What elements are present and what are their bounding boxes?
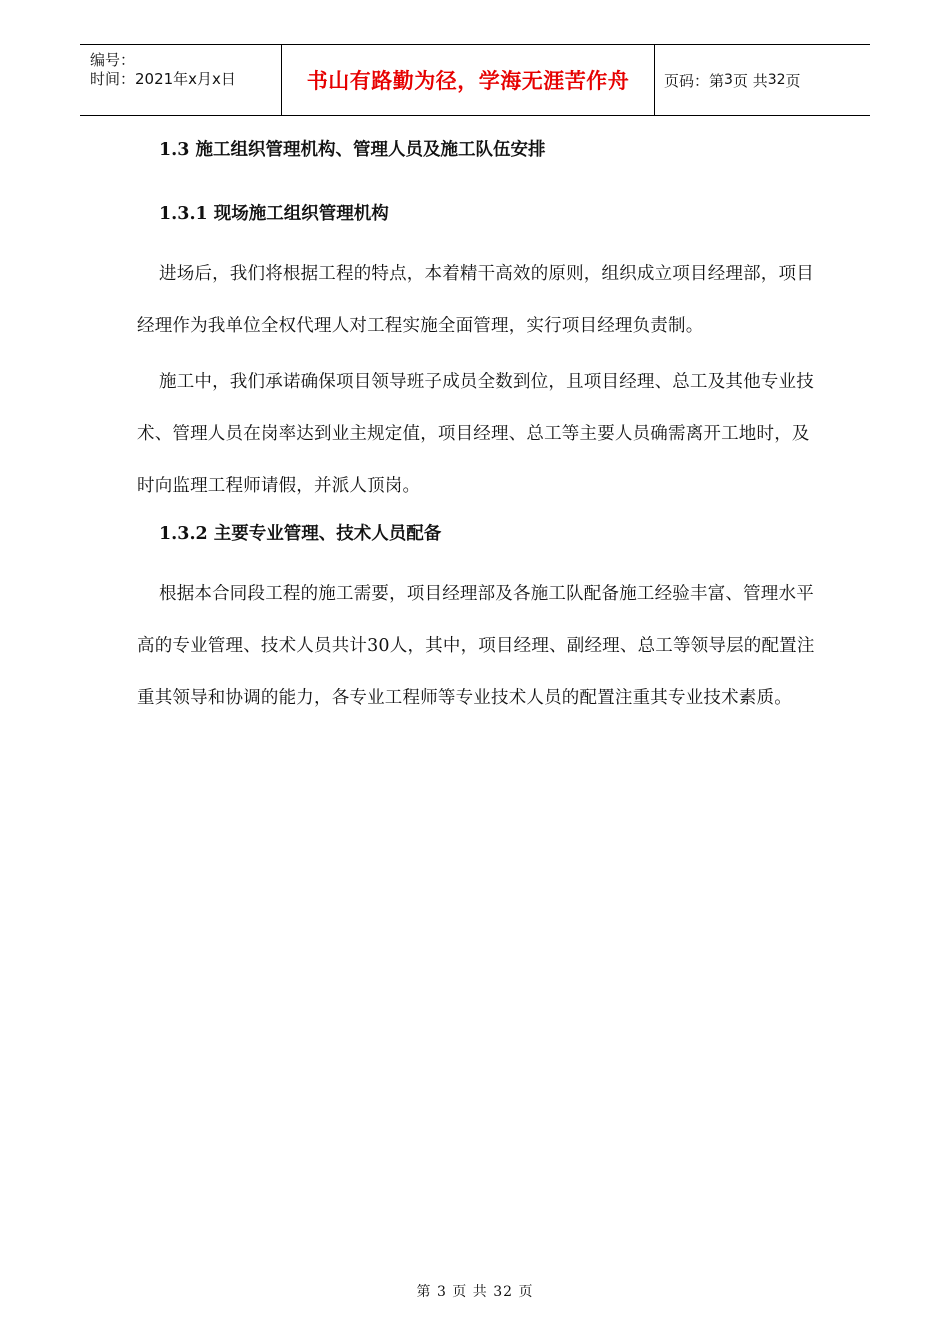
header-meta-cell bbox=[80, 45, 282, 115]
page-current: 3 bbox=[724, 72, 733, 88]
page-mid-label: 页 共 bbox=[732, 71, 768, 90]
page-end-label: 页 bbox=[785, 71, 801, 90]
document-time-label: 时间：2021年x月x日 bbox=[90, 70, 236, 88]
section-heading-1-3: 1.3 施工组织管理机构、管理人员及施工队伍安排 bbox=[159, 140, 546, 160]
page-label: 页码：第 bbox=[664, 71, 725, 90]
paragraph-1: 进场后，我们将根据工程的特点，本着精干高效的原则，组织成立项目经理部，项目经理作为我单位全权代理人对工程实施全面管理，实行项目经理负责制。 bbox=[137, 264, 814, 336]
header-page-cell bbox=[655, 45, 870, 115]
paragraph-3: 根据本合同段工程的施工需要，项目经理部及各施工队配备施工经验丰富、管理水平高的专业管理、技术人员共计30人，其中，项目经理、副经理、总工等领导层的配置注重其领导和协调的能力，各专业工程师等专业技术人员的配置注重其专业技术素质。 bbox=[137, 584, 815, 708]
document-number-label: 编号： bbox=[90, 51, 136, 69]
header-motto: 书山有路勤为径，学海无涯苦作舟 bbox=[306, 69, 630, 93]
paragraph-2: 施工中，我们承诺确保项目领导班子成员全数到位，且项目经理、总工及其他专业技术、管理人员在岗率达到业主规定值，项目经理、总工等主要人员确需离开工地时，及时向监理工程师请假，并派人顶岗。 bbox=[137, 372, 814, 496]
page-header bbox=[80, 44, 870, 116]
page-total: 32 bbox=[767, 72, 786, 88]
section-heading-1-3-1: 1.3.1 现场施工组织管理机构 bbox=[159, 204, 389, 224]
section-heading-1-3-2: 1.3.2 主要专业管理、技术人员配备 bbox=[159, 524, 442, 544]
header-motto-cell bbox=[282, 45, 655, 115]
page-footer: 第 3 页 共 32 页 bbox=[416, 1284, 534, 1300]
